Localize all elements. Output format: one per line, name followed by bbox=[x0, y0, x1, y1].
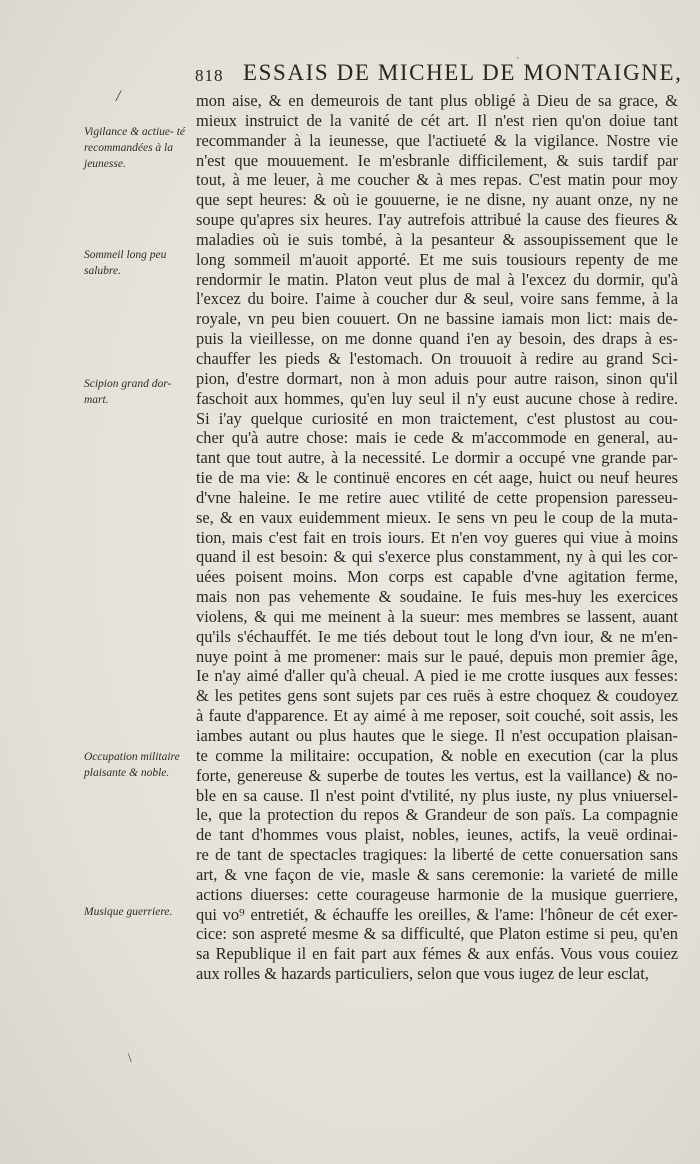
text-line: re de tant de spectacles tragiques: la liberté de cette conuersation sans bbox=[196, 845, 678, 865]
text-line: iambes autant ou plus hautes que le siege. Il n'est occupation plaisan- bbox=[196, 726, 678, 745]
text-line: pion, d'estre dormart, non à mon aduis pour autre raison, sinon qu'il bbox=[196, 368, 678, 388]
text-line: Ie n'ay aimé d'aller qu'à cheual. A pied ie me crotte iusques aux fesses: bbox=[196, 666, 678, 686]
text-line: faschoit aux hommes, qu'en luy seul il n'y eust aucune chose à redire. bbox=[196, 388, 678, 408]
text-line: tout, à me leuer, à me coucher & à mes repas. C'est matin pour moy bbox=[196, 170, 678, 190]
text-line: qu'ils s'échauffét. Ie me tiés debout tout le long d'vn iour, & ne m'en- bbox=[196, 626, 678, 646]
marginal-note-musique: Musique guerriere. bbox=[84, 906, 173, 918]
text-line: royale, vn peu bien couuert. On ne bassine iamais mon lict: mais de- bbox=[196, 309, 678, 329]
text-line: de tant d'hommes vous plaist, nobles, ieunes, actifs, la veuë ordinai- bbox=[196, 825, 678, 845]
marginal-note-occupation-militaire: Occupation militaire plaisante & noble. bbox=[84, 751, 180, 779]
text-line: tie de ma vie: & le continuë encores en cét aage, huict ou neuf heures bbox=[196, 468, 678, 488]
marginal-note-vigilance: Vigilance & actiue- té recommandées à la jeunesse. bbox=[84, 126, 186, 170]
text-line: maladies où ie suis tombé, à la pesanteur & assoupissement que le bbox=[196, 229, 678, 249]
text-line: d'vne haleine. Ie me retire auec vtilité de cette propension paresseu- bbox=[196, 487, 678, 507]
margin-stroke-mark: / bbox=[116, 88, 121, 105]
text-line: chauffer les pieds & l'estomach. On trouuoit à redire au grand Sci- bbox=[196, 348, 678, 368]
text-line: uées poisent moins. Mon corps est capable d'vne agitation ferme, bbox=[196, 567, 678, 587]
marginal-note-scipion: Scipion grand dor- mart. bbox=[84, 378, 172, 406]
margin-tick-mark: \ bbox=[128, 1050, 132, 1065]
text-line: long sommeil m'auoit apporté. Et me suis tousiours repenty de me bbox=[196, 249, 678, 269]
text-line: mieux instruict de la vanité de cét art. Il n'est rien qu'on doiue tant bbox=[196, 110, 678, 130]
text-line: quand il est besoin: & qui s'exerce plus constamment, ny à qui les cor- bbox=[196, 547, 678, 567]
text-line: qui vo⁹ entretiét, & échauffe les oreilles, & l'ame: l'hôneur de cét exer- bbox=[196, 904, 678, 924]
text-line: forte, genereuse & superbe de toutes les vertus, est la vaillance) & no- bbox=[196, 765, 678, 785]
text-line: tion, mais c'est fait en trois iours. Et n'en voy gueres qui viue à moins bbox=[196, 527, 678, 547]
paper-speck-mark: ˎ bbox=[516, 48, 520, 59]
text-line: n'est que mouuement. Ie m'esbranle difficilement, & suis tardif par bbox=[196, 150, 678, 170]
text-line: ble en sa cause. Il n'est point d'vtilité, ny plus iuste, ny plus vniuersel- bbox=[196, 785, 678, 805]
marginal-note-sommeil: Sommeil long peu salubre. bbox=[84, 249, 167, 277]
text-line: te comme la militaire: occupation, & noble en execution (car la plus bbox=[196, 745, 678, 765]
text-line: recommander à la ieunesse, que l'actiueté & la vigilance. Nostre vie bbox=[196, 130, 678, 150]
text-line: que sept heures: & où ie gouuerne, ie ne disne, ny auant onze, ny ne bbox=[196, 190, 678, 210]
text-line: nuye point à me promener: mais sur le paué, depuis mon premier âge, bbox=[196, 646, 678, 666]
text-line: soupe qu'apres six heures. I'ay autrefois attribué la cause des fieures & bbox=[196, 210, 678, 230]
text-line: art, & vne façon de vie, masle & sans ceremonie: la varieté de mille bbox=[196, 864, 678, 884]
text-line: & les petites gens sont sujets par ces ruës à estre choquez & coudoyez bbox=[196, 686, 678, 706]
page-header bbox=[195, 60, 683, 90]
text-line: le, que la protection du repos & Grandeur de son païs. La compagnie bbox=[196, 805, 678, 825]
text-line: mon aise, & en demeurois de tant plus obligé à Dieu de sa grace, & bbox=[196, 91, 678, 110]
text-line: cice: son aspreté mesme & sa difficulté, que Platon estime si peu, qu'en bbox=[196, 924, 678, 944]
text-line: mais non pas vehemente & soudaine. Ie fuis mes-huy les exercices bbox=[196, 587, 678, 607]
text-line: cher qu'à autre chose: mais ie cede & m'accommode en general, au- bbox=[196, 428, 678, 448]
text-line: aux rolles & hazards particuliers, selon que vous iugez de leur esclat, bbox=[196, 964, 649, 984]
text-line: violens, & qui me meinent à la sueur: mes membres se lassent, auant bbox=[196, 606, 678, 626]
text-line: sa Republique il en fait part aux fémes & aux enfás. Vous vous couiez bbox=[196, 944, 678, 964]
text-line: à faute d'apparence. Et ay aimé à me reposer, soit couché, soit assis, les bbox=[196, 706, 678, 726]
body-text bbox=[196, 91, 678, 984]
text-line: se, & en vaux euidemment mieux. Ie sens vn peu le coup de la muta- bbox=[196, 507, 678, 527]
text-line: actions diuerses: cette courageuse harmonie de la musique guerriere, bbox=[196, 884, 678, 904]
text-line: l'excez du boire. I'aime à coucher dur & seul, voire sans femme, à la bbox=[196, 289, 678, 309]
running-title: ESSAIS DE MICHEL DE MONTAIGNE, bbox=[243, 60, 683, 85]
text-line: Si i'ay quelque curiosité en mon traictement, c'est plustost au cou- bbox=[196, 408, 678, 428]
page-number: 818 bbox=[195, 66, 224, 85]
text-line: rendormir le matin. Platon veut plus de mal à l'excez du dormir, qu'à bbox=[196, 269, 678, 289]
text-line: puis la vieillesse, on me donne quand i'en ay besoin, des draps à es- bbox=[196, 329, 678, 349]
text-line: tant que tout autre, à la necessité. Le dormir a occupé vne grande par- bbox=[196, 448, 678, 468]
